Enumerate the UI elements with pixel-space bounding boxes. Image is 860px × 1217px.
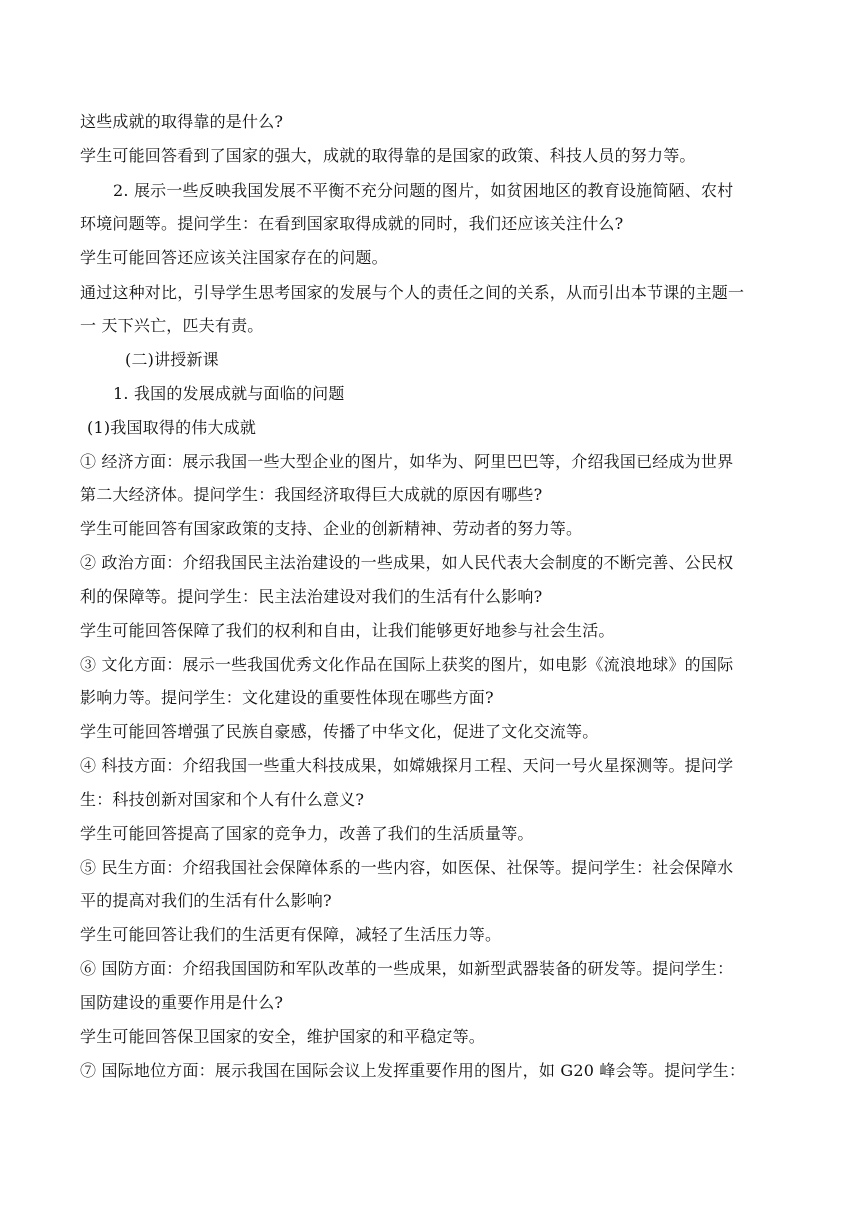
- subsection-heading: (1)我国取得的伟大成就: [87, 418, 257, 437]
- text-line: ③ 文化方面：展示一些我国优秀文化作品在国际上获奖的图片，如电影《流浪地球》的国际: [80, 655, 734, 674]
- text-line: 一 天下兴亡，匹夫有责。: [80, 316, 264, 335]
- text-line: 生：科技创新对国家和个人有什么意义?: [80, 790, 365, 809]
- text-line: 第二大经济体。提问学生：我国经济取得巨大成就的原因有哪些?: [80, 485, 543, 504]
- text-line: ⑦ 国际地位方面：展示我国在国际会议上发挥重要作用的图片，如 G20 峰会等。提问学生：: [80, 1061, 746, 1080]
- text-line: 学生可能回答还应该关注国家存在的问题。: [80, 248, 388, 267]
- text-line: 国防建设的重要作用是什么?: [80, 993, 284, 1012]
- text-line: 这些成就的取得靠的是什么?: [80, 112, 284, 131]
- subsection-heading: 1. 我国的发展成就与面临的问题: [113, 384, 345, 403]
- text-line: 学生可能回答保障了我们的权利和自由，让我们能够更好地参与社会生活。: [80, 621, 615, 640]
- text-line: ④ 科技方面：介绍我国一些重大科技成果，如嫦娥探月工程、天问一号火星探测等。提问学: [80, 756, 734, 775]
- text-line: 学生可能回答看到了国家的强大，成就的取得靠的是国家的政策、科技人员的努力等。: [80, 146, 696, 165]
- text-line: ① 经济方面：展示我国一些大型企业的图片，如华为、阿里巴巴等，介绍我国已经成为世界: [80, 452, 734, 471]
- text-line: 通过这种对比，引导学生思考国家的发展与个人的责任之间的关系，从而引出本节课的主题一: [80, 283, 745, 302]
- text-line: 学生可能回答增强了民族自豪感，传播了中华文化，促进了文化交流等。: [80, 722, 599, 741]
- text-line: 环境问题等。提问学生：在看到国家取得成就的同时，我们还应该关注什么?: [80, 214, 624, 233]
- text-line: ② 政治方面：介绍我国民主法治建设的一些成果，如人民代表大会制度的不断完善、公民权: [80, 553, 734, 572]
- text-line: 影响力等。提问学生：文化建设的重要性体现在哪些方面?: [80, 688, 494, 707]
- text-line: 2. 展示一些反映我国发展不平衡不充分问题的图片，如贫困地区的教育设施简陋、农村: [113, 181, 734, 200]
- text-line: ⑥ 国防方面：介绍我国国防和军队改革的一些成果，如新型武器装备的研发等。提问学生：: [80, 959, 734, 978]
- text-line: 利的保障等。提问学生：民主法治建设对我们的生活有什么影响?: [80, 587, 543, 606]
- text-line: 学生可能回答有国家政策的支持、企业的创新精神、劳动者的努力等。: [80, 519, 583, 538]
- text-line: 学生可能回答保卫国家的安全，维护国家的和平稳定等。: [80, 1027, 486, 1046]
- text-line: ⑤ 民生方面：介绍我国社会保障体系的一些内容，如医保、社保等。提问学生：社会保障水: [80, 858, 734, 877]
- text-line: 学生可能回答提高了国家的竞争力，改善了我们的生活质量等。: [80, 824, 534, 843]
- text-line: 学生可能回答让我们的生活更有保障，减轻了生活压力等。: [80, 925, 502, 944]
- section-heading: (二)讲授新课: [125, 350, 219, 369]
- text-line: 平的提高对我们的生活有什么影响?: [80, 891, 332, 910]
